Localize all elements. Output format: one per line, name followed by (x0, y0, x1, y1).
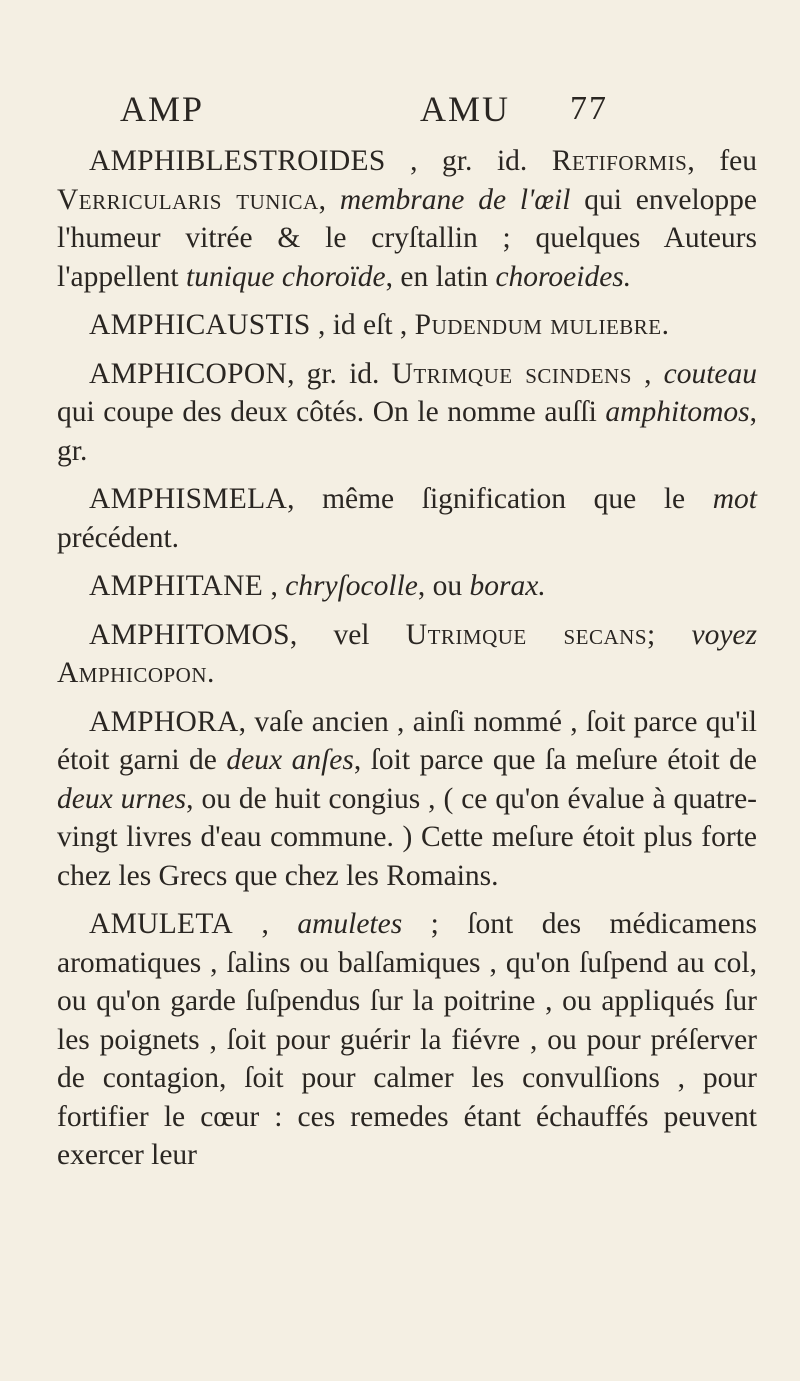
italic-term: mot (712, 483, 757, 515)
entry-text: , en latin (385, 260, 496, 293)
entry-text: , gr. id. (385, 145, 552, 177)
small-caps-term: Utrimque secans (405, 618, 648, 651)
entry-text: , id eſt , (310, 309, 415, 341)
dictionary-entry (57, 905, 757, 1175)
entry-text: qui coupe des deux côtés. On le nomme auſſi (57, 396, 606, 428)
entry-headword: AMPHICOPON (89, 357, 288, 390)
entry-headword: AMULETA (89, 908, 233, 940)
italic-term: deux urnes (57, 782, 187, 815)
entry-text: , gr. id. (287, 357, 392, 390)
entry-headword: AMPHICAUSTIS (89, 309, 311, 341)
italic-term: deux anſes (226, 744, 354, 776)
header-right-guideword: AMU (420, 89, 511, 129)
small-caps-term: Amphicopon. (57, 657, 215, 689)
entry-text: , vaſe ancien , ainſi nommé , ſoit parce qu'il étoit garni de (57, 705, 757, 776)
entry-text: , ou de huit congius , ( ce qu'on évalue à quatre-vingt livres d'eau commune. ) Cette meſure étoit plus forte chez les Grecs que chez les Romains. (57, 782, 757, 892)
dictionary-entry (57, 616, 757, 693)
entry-text: , (318, 183, 340, 216)
entry-text: , feu (687, 145, 757, 177)
entry-text: ; (647, 618, 692, 651)
italic-term: voyez (691, 618, 757, 651)
small-caps-term: Retiformis (551, 145, 688, 177)
italic-term: choroeides. (495, 260, 632, 293)
dictionary-entry (57, 355, 757, 471)
entry-headword: AMPHISMELA (89, 483, 288, 515)
entry-headword: AMPHIBLESTROIDES (89, 145, 386, 177)
dictionary-entry (57, 703, 757, 896)
dictionary-entry (57, 480, 757, 557)
entry-text: , ſoit parce que ſa meſure étoit de (353, 744, 757, 776)
entry-text: , (631, 357, 664, 390)
dictionary-entry (57, 567, 757, 606)
italic-term: borax. (469, 570, 546, 602)
entry-list (57, 142, 757, 1175)
entry-text: , vel (289, 618, 406, 651)
entry-text: précédent. (57, 521, 180, 554)
entry-headword: AMPHITOMOS (89, 618, 290, 651)
small-caps-term: Utrimque scindens (391, 357, 632, 390)
dictionary-entry (57, 306, 757, 345)
entry-text: , même ſignification que le (287, 483, 713, 515)
italic-term: amuletes (297, 908, 403, 940)
entry-headword: AMPHORA (89, 705, 239, 738)
dictionary-entry (57, 142, 757, 296)
running-header (120, 88, 720, 138)
entry-headword: AMPHITANE (89, 570, 264, 602)
small-caps-term: Pudendum muliebre. (414, 309, 670, 341)
entry-text: , ou (417, 570, 470, 602)
italic-term: tunique choroïde (186, 260, 386, 293)
entry-text: qui enveloppe l'humeur vitrée & le cryſtallin ; quelques Auteurs l'appellent (57, 183, 758, 293)
header-left-guideword: AMP (120, 89, 205, 129)
entry-text: ; ſont des médicamens aromatiques , ſalins ou balſamiques , qu'on ſuſpend au col, ou qu'on garde ſuſpendus ſur la poitrine , ou appliqués ſur les poignets , ſoit pour guérir la fiévre , ou pour préſerver de contagion, ſoit pour calmer les convulſions , pour fortifier le cœur : ces remedes étant échauffés peuvent exercer leur (57, 908, 758, 1171)
italic-term: chryſocolle (285, 570, 418, 602)
italic-term: amphitomos (605, 396, 750, 428)
entry-text: , gr. (57, 396, 757, 467)
small-caps-term: Verricularis tunica (57, 183, 319, 216)
entry-text: , (263, 570, 286, 602)
page-number: 77 (570, 90, 608, 127)
italic-term: couteau (663, 357, 757, 390)
italic-term: membrane de l'œil (339, 183, 571, 216)
entry-text: , (232, 908, 298, 940)
